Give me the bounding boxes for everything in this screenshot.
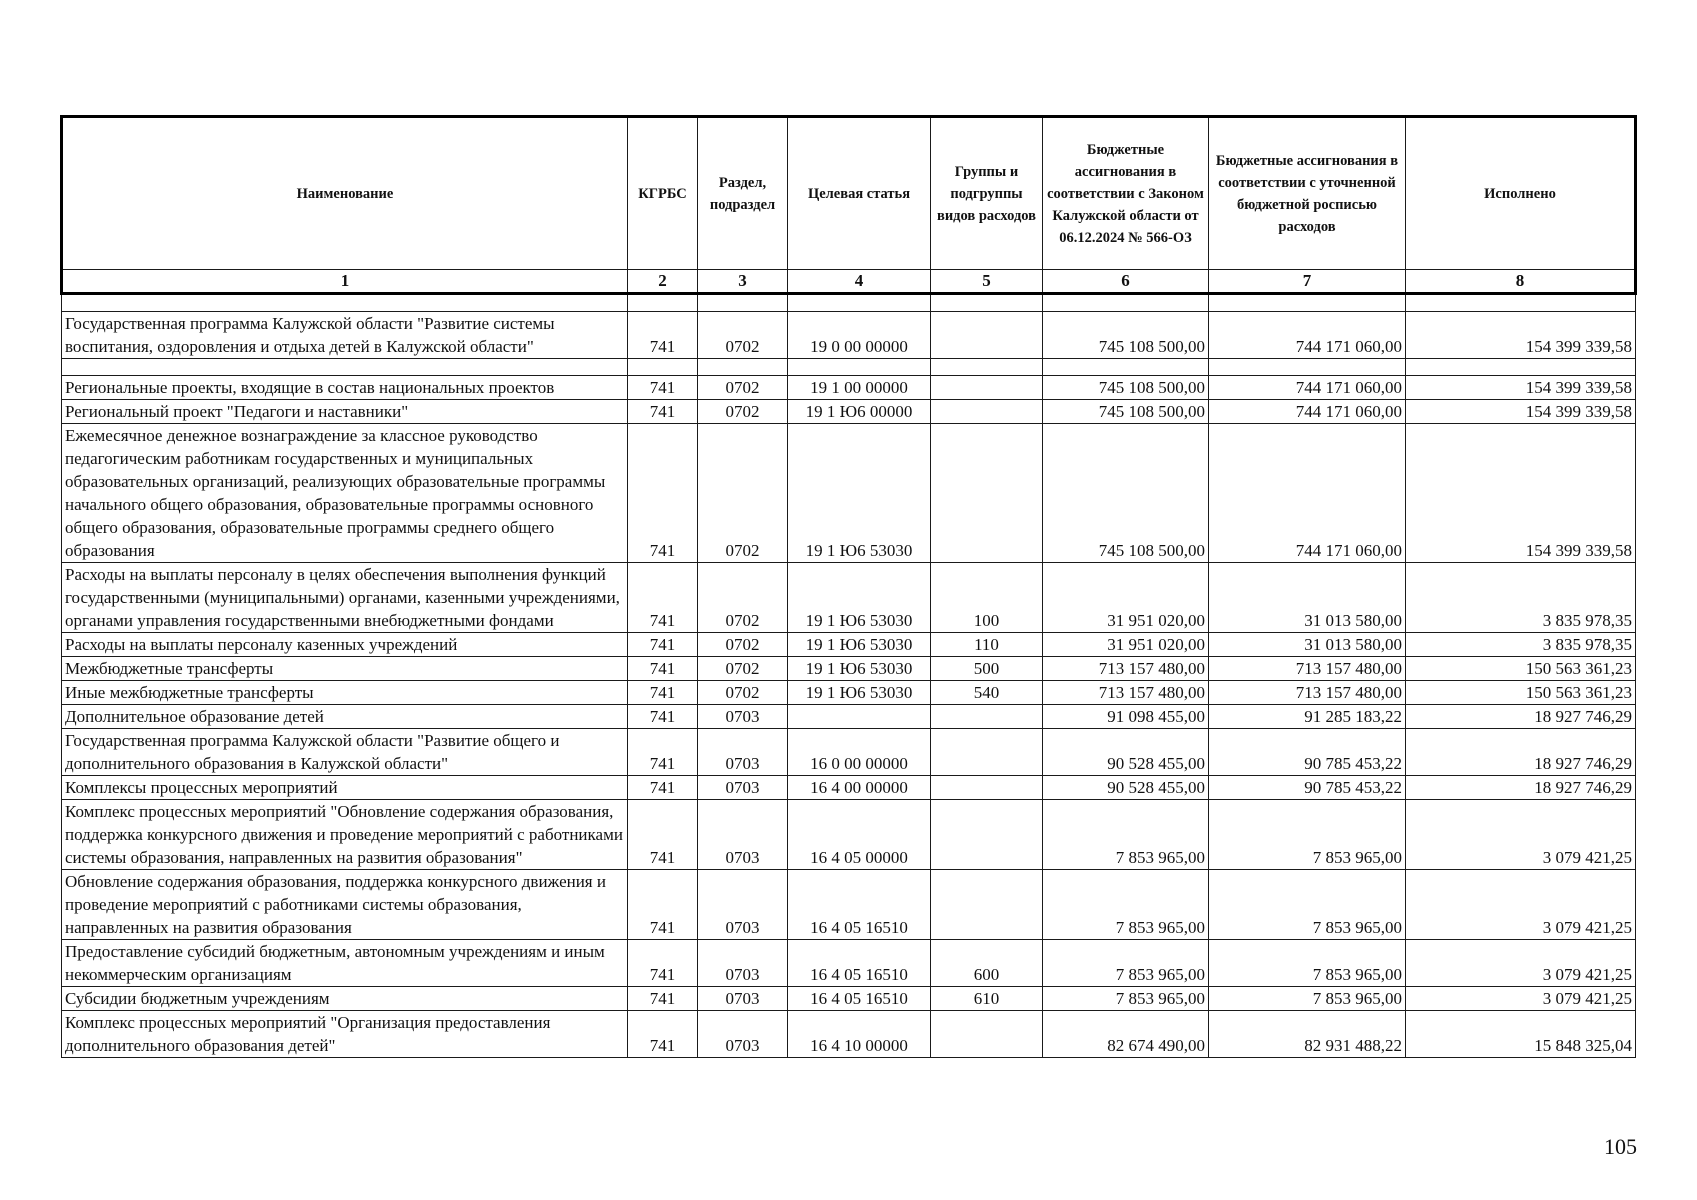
row-expense-group-cell [931, 424, 1043, 563]
row-expense-group-cell [931, 312, 1043, 359]
row-revised-amount-cell: 7 853 965,00 [1209, 870, 1406, 940]
row-section-cell: 0703 [698, 776, 788, 800]
row-expense-group-cell: 600 [931, 940, 1043, 987]
row-name-cell: Государственная программа Калужской области "Развитие общего и дополнительного образования в Калужской области" [62, 729, 628, 776]
column-number: 8 [1406, 270, 1636, 294]
row-name-cell: Региональные проекты, входящие в состав национальных проектов [62, 376, 628, 400]
row-name-cell: Межбюджетные трансферты [62, 657, 628, 681]
row-kgrbs-cell: 741 [628, 657, 698, 681]
row-executed-amount-cell: 150 563 361,23 [1406, 657, 1636, 681]
row-expense-group-cell [931, 776, 1043, 800]
row-law-amount-cell: 7 853 965,00 [1043, 987, 1209, 1011]
row-target-article-cell [788, 705, 931, 729]
row-section-cell: 0702 [698, 400, 788, 424]
row-law-amount-cell: 82 674 490,00 [1043, 1011, 1209, 1058]
column-number: 2 [628, 270, 698, 294]
row-law-amount-cell: 7 853 965,00 [1043, 870, 1209, 940]
row-name-cell: Государственная программа Калужской области "Развитие системы воспитания, оздоровления и отдыха детей в Калужской области" [62, 312, 628, 359]
row-law-amount-cell: 31 951 020,00 [1043, 633, 1209, 657]
spacer-cell [931, 294, 1043, 312]
header-section: Раздел, подраздел [698, 117, 788, 270]
row-executed-amount-cell: 3 835 978,35 [1406, 563, 1636, 633]
row-law-amount-cell: 91 098 455,00 [1043, 705, 1209, 729]
row-expense-group-cell [931, 800, 1043, 870]
table-row [62, 312, 1636, 359]
row-law-amount-cell: 745 108 500,00 [1043, 424, 1209, 563]
table-row [62, 657, 1636, 681]
row-kgrbs-cell: 741 [628, 940, 698, 987]
row-expense-group-cell [931, 400, 1043, 424]
row-revised-amount-cell: 713 157 480,00 [1209, 657, 1406, 681]
row-name-cell: Предоставление субсидий бюджетным, автономным учреждениям и иным некоммерческим организациям [62, 940, 628, 987]
row-expense-group-cell: 110 [931, 633, 1043, 657]
row-kgrbs-cell: 741 [628, 705, 698, 729]
row-kgrbs-cell: 741 [628, 800, 698, 870]
row-revised-amount-cell: 31 013 580,00 [1209, 563, 1406, 633]
row-revised-amount-cell: 713 157 480,00 [1209, 681, 1406, 705]
table-row [62, 681, 1636, 705]
row-kgrbs-cell: 741 [628, 376, 698, 400]
table-row [62, 376, 1636, 400]
row-revised-amount-cell: 90 785 453,22 [1209, 729, 1406, 776]
spacer-cell [1209, 359, 1406, 376]
row-executed-amount-cell: 3 835 978,35 [1406, 633, 1636, 657]
spacer-cell [788, 359, 931, 376]
row-section-cell: 0703 [698, 1011, 788, 1058]
page-number: 105 [1604, 1134, 1637, 1159]
table-row [62, 987, 1636, 1011]
header-executed: Исполнено [1406, 117, 1636, 270]
row-revised-amount-cell: 744 171 060,00 [1209, 424, 1406, 563]
spacer-cell [628, 294, 698, 312]
row-section-cell: 0703 [698, 729, 788, 776]
row-section-cell: 0703 [698, 870, 788, 940]
column-number: 3 [698, 270, 788, 294]
row-kgrbs-cell: 741 [628, 870, 698, 940]
row-revised-amount-cell: 7 853 965,00 [1209, 987, 1406, 1011]
spacer-cell [1406, 294, 1636, 312]
row-law-amount-cell: 713 157 480,00 [1043, 681, 1209, 705]
row-expense-group-cell: 540 [931, 681, 1043, 705]
row-law-amount-cell: 713 157 480,00 [1043, 657, 1209, 681]
row-target-article-cell: 16 4 05 16510 [788, 987, 931, 1011]
header-law-appropriations: Бюджетные ассигнования в соответствии с Законом Калужской области от 06.12.2024 № 566-ОЗ [1043, 117, 1209, 270]
row-expense-group-cell [931, 729, 1043, 776]
table-row [62, 870, 1636, 940]
row-kgrbs-cell: 741 [628, 681, 698, 705]
row-law-amount-cell: 31 951 020,00 [1043, 563, 1209, 633]
row-executed-amount-cell: 18 927 746,29 [1406, 729, 1636, 776]
spacer-cell [628, 359, 698, 376]
row-executed-amount-cell: 18 927 746,29 [1406, 705, 1636, 729]
spacer-row [62, 359, 1636, 376]
row-law-amount-cell: 745 108 500,00 [1043, 312, 1209, 359]
row-executed-amount-cell: 154 399 339,58 [1406, 312, 1636, 359]
table-row [62, 400, 1636, 424]
row-name-cell: Ежемесячное денежное вознаграждение за классное руководство педагогическим работникам государственных и муниципальных образовательных организаций, реализующих образовательные программы начального общего образования, образовательные программы основного общего образования, образовательные программы среднего общего образования [62, 424, 628, 563]
row-name-cell: Комплексы процессных мероприятий [62, 776, 628, 800]
row-executed-amount-cell: 154 399 339,58 [1406, 376, 1636, 400]
row-law-amount-cell: 90 528 455,00 [1043, 729, 1209, 776]
row-kgrbs-cell: 741 [628, 987, 698, 1011]
row-target-article-cell: 19 1 Ю6 53030 [788, 563, 931, 633]
row-target-article-cell: 19 1 Ю6 53030 [788, 424, 931, 563]
row-revised-amount-cell: 744 171 060,00 [1209, 376, 1406, 400]
row-kgrbs-cell: 741 [628, 633, 698, 657]
spacer-cell [1043, 359, 1209, 376]
row-revised-amount-cell: 7 853 965,00 [1209, 940, 1406, 987]
table-row [62, 776, 1636, 800]
row-revised-amount-cell: 744 171 060,00 [1209, 312, 1406, 359]
row-revised-amount-cell: 91 285 183,22 [1209, 705, 1406, 729]
row-target-article-cell: 19 1 Ю6 53030 [788, 633, 931, 657]
row-name-cell: Региональный проект "Педагоги и наставники" [62, 400, 628, 424]
header-expense-groups: Группы и подгруппы видов расходов [931, 117, 1043, 270]
header-kgrbs: КГРБС [628, 117, 698, 270]
row-expense-group-cell [931, 1011, 1043, 1058]
spacer-cell [1209, 294, 1406, 312]
row-kgrbs-cell: 741 [628, 776, 698, 800]
row-executed-amount-cell: 150 563 361,23 [1406, 681, 1636, 705]
row-kgrbs-cell: 741 [628, 729, 698, 776]
spacer-cell [1406, 359, 1636, 376]
row-section-cell: 0702 [698, 312, 788, 359]
row-executed-amount-cell: 15 848 325,04 [1406, 1011, 1636, 1058]
table-row [62, 940, 1636, 987]
table-header [62, 117, 1636, 294]
row-expense-group-cell [931, 870, 1043, 940]
row-name-cell: Расходы на выплаты персоналу казенных учреждений [62, 633, 628, 657]
column-number: 4 [788, 270, 931, 294]
row-section-cell: 0703 [698, 705, 788, 729]
row-target-article-cell: 16 0 00 00000 [788, 729, 931, 776]
row-name-cell: Комплекс процессных мероприятий "Обновление содержания образования, поддержка конкурсного движения и проведение мероприятий с работниками системы образования, направленных на развития образования" [62, 800, 628, 870]
row-executed-amount-cell: 3 079 421,25 [1406, 987, 1636, 1011]
row-target-article-cell: 16 4 05 00000 [788, 800, 931, 870]
column-number: 7 [1209, 270, 1406, 294]
row-section-cell: 0703 [698, 940, 788, 987]
spacer-cell [62, 294, 628, 312]
row-section-cell: 0702 [698, 563, 788, 633]
table-row [62, 1011, 1636, 1058]
row-executed-amount-cell: 154 399 339,58 [1406, 424, 1636, 563]
spacer-cell [698, 294, 788, 312]
row-expense-group-cell: 100 [931, 563, 1043, 633]
row-law-amount-cell: 7 853 965,00 [1043, 800, 1209, 870]
row-revised-amount-cell: 90 785 453,22 [1209, 776, 1406, 800]
row-expense-group-cell [931, 705, 1043, 729]
row-name-cell: Дополнительное образование детей [62, 705, 628, 729]
row-law-amount-cell: 90 528 455,00 [1043, 776, 1209, 800]
row-kgrbs-cell: 741 [628, 1011, 698, 1058]
row-name-cell: Обновление содержания образования, поддержка конкурсного движения и проведение мероприятий с работниками системы образования, направленных на развития образования [62, 870, 628, 940]
column-number: 5 [931, 270, 1043, 294]
row-section-cell: 0702 [698, 424, 788, 563]
row-expense-group-cell: 610 [931, 987, 1043, 1011]
row-executed-amount-cell: 3 079 421,25 [1406, 800, 1636, 870]
spacer-row [62, 294, 1636, 312]
header-target-article: Целевая статья [788, 117, 931, 270]
row-law-amount-cell: 745 108 500,00 [1043, 400, 1209, 424]
row-expense-group-cell: 500 [931, 657, 1043, 681]
row-target-article-cell: 16 4 05 16510 [788, 870, 931, 940]
row-section-cell: 0702 [698, 657, 788, 681]
table-row [62, 633, 1636, 657]
spacer-cell [1043, 294, 1209, 312]
table-row [62, 424, 1636, 563]
spacer-cell [62, 359, 628, 376]
row-section-cell: 0703 [698, 987, 788, 1011]
row-revised-amount-cell: 7 853 965,00 [1209, 800, 1406, 870]
row-kgrbs-cell: 741 [628, 400, 698, 424]
column-number-row [62, 270, 1636, 294]
row-executed-amount-cell: 154 399 339,58 [1406, 400, 1636, 424]
budget-execution-table [60, 115, 1637, 1058]
row-executed-amount-cell: 18 927 746,29 [1406, 776, 1636, 800]
row-name-cell: Иные межбюджетные трансферты [62, 681, 628, 705]
table-row [62, 705, 1636, 729]
row-section-cell: 0703 [698, 800, 788, 870]
column-number: 1 [62, 270, 628, 294]
row-revised-amount-cell: 82 931 488,22 [1209, 1011, 1406, 1058]
row-executed-amount-cell: 3 079 421,25 [1406, 940, 1636, 987]
column-number: 6 [1043, 270, 1209, 294]
header-name: Наименование [62, 117, 628, 270]
row-target-article-cell: 19 1 Ю6 53030 [788, 681, 931, 705]
row-section-cell: 0702 [698, 633, 788, 657]
row-revised-amount-cell: 31 013 580,00 [1209, 633, 1406, 657]
table-row [62, 729, 1636, 776]
row-target-article-cell: 16 4 10 00000 [788, 1011, 931, 1058]
row-executed-amount-cell: 3 079 421,25 [1406, 870, 1636, 940]
spacer-cell [788, 294, 931, 312]
table-body [62, 294, 1636, 1058]
row-name-cell: Расходы на выплаты персоналу в целях обеспечения выполнения функций государственными (муниципальными) органами, казенными учреждениями, органами управления государственными внебюджетными фондами [62, 563, 628, 633]
row-law-amount-cell: 7 853 965,00 [1043, 940, 1209, 987]
row-target-article-cell: 16 4 00 00000 [788, 776, 931, 800]
header-revised-appropriations: Бюджетные ассигнования в соответствии с уточненной бюджетной росписью расходов [1209, 117, 1406, 270]
row-law-amount-cell: 745 108 500,00 [1043, 376, 1209, 400]
row-section-cell: 0702 [698, 681, 788, 705]
row-target-article-cell: 16 4 05 16510 [788, 940, 931, 987]
spacer-cell [698, 359, 788, 376]
table-row [62, 800, 1636, 870]
row-kgrbs-cell: 741 [628, 424, 698, 563]
spacer-cell [931, 359, 1043, 376]
row-name-cell: Субсидии бюджетным учреждениям [62, 987, 628, 1011]
row-target-article-cell: 19 1 Ю6 00000 [788, 400, 931, 424]
row-target-article-cell: 19 0 00 00000 [788, 312, 931, 359]
table-row [62, 563, 1636, 633]
row-kgrbs-cell: 741 [628, 312, 698, 359]
row-target-article-cell: 19 1 00 00000 [788, 376, 931, 400]
row-name-cell: Комплекс процессных мероприятий "Организация предоставления дополнительного образования детей" [62, 1011, 628, 1058]
row-revised-amount-cell: 744 171 060,00 [1209, 400, 1406, 424]
row-kgrbs-cell: 741 [628, 563, 698, 633]
row-target-article-cell: 19 1 Ю6 53030 [788, 657, 931, 681]
row-section-cell: 0702 [698, 376, 788, 400]
row-expense-group-cell [931, 376, 1043, 400]
